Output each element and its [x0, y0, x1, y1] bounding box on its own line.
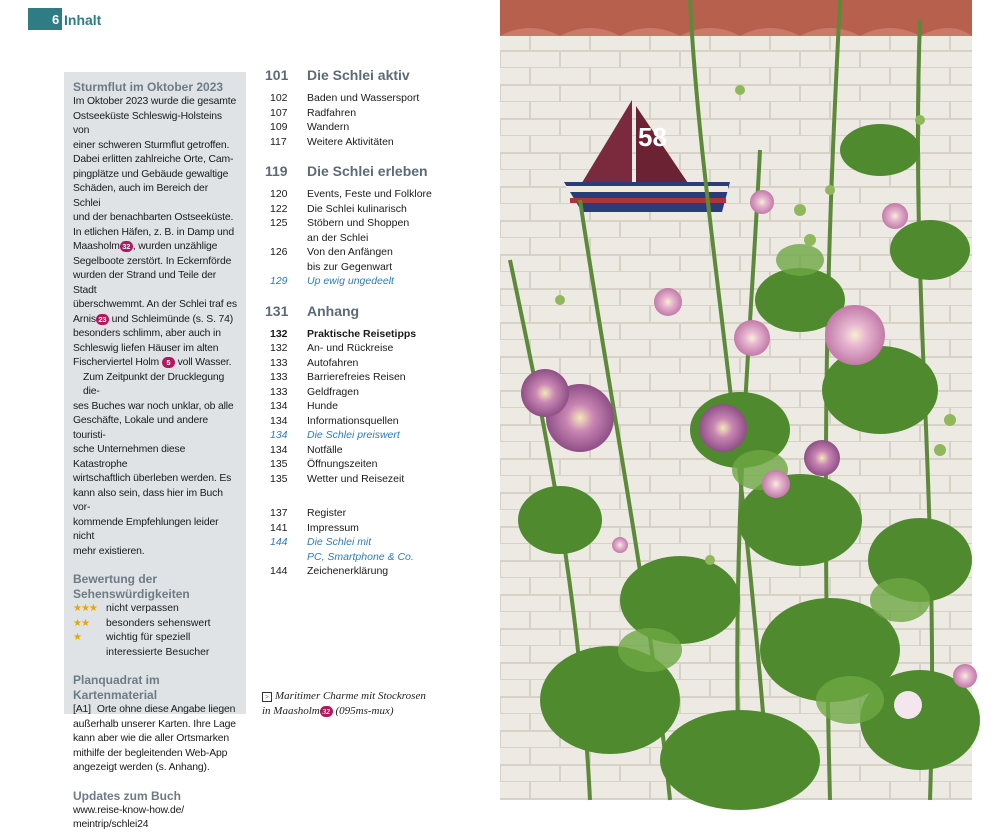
text-line: Im Oktober 2023 wurde die gesamte: [73, 96, 237, 107]
toc-entry[interactable]: [265, 202, 495, 217]
toc-text: Hunde: [307, 400, 338, 412]
toc-text: Stöbern und Shoppen: [307, 217, 410, 229]
toc-page: 132: [270, 342, 288, 354]
rating-row: [73, 646, 238, 661]
toc-page: 133: [270, 385, 288, 398]
toc-text: Barrierefreies Reisen: [307, 371, 406, 383]
toc-section-heading[interactable]: [265, 65, 495, 85]
rating-row: [73, 631, 238, 646]
toc-text: Öffnungszeiten: [307, 458, 378, 470]
toc-page: 125: [270, 217, 288, 229]
toc-text: Notfälle: [307, 443, 343, 456]
toc-page: 126: [270, 246, 288, 258]
rating-legend: [73, 602, 238, 660]
toc-page: 101: [265, 67, 289, 83]
text-line: besonders schlimm, aber auch in: [73, 328, 221, 339]
toc-page: [265, 550, 307, 565]
toc-page: 119: [265, 163, 288, 179]
toc-entry[interactable]: [265, 187, 495, 202]
text-line: In etlichen Häfen, z. B. in Damp und: [73, 226, 234, 238]
toc-entry[interactable]: [265, 341, 495, 356]
text-line: mithilfe der begleitenden Web-App: [73, 747, 228, 759]
text-line: Geschäfte, Lokale und andere touristi-: [73, 415, 209, 441]
toc-title: Die Schlei erleben: [307, 163, 428, 179]
toc-text: An- und Rückreise: [307, 342, 394, 354]
rating-row: [73, 602, 238, 617]
text-line: Schäden, auch im Bereich der Schlei: [73, 183, 208, 209]
toc-entry[interactable]: [265, 135, 495, 150]
rating-label: besonders sehenswert: [106, 617, 211, 629]
toc-page: 134: [270, 414, 288, 427]
text-fragment: Orte ohne diese Angabe liegen: [96, 704, 236, 715]
toc-page: 120: [270, 188, 288, 200]
toc-text: Informationsquellen: [307, 414, 399, 427]
toc-page: 135: [270, 458, 288, 470]
text-line: [73, 313, 238, 328]
url-line[interactable]: www.reise-know-how.de/: [73, 804, 185, 816]
toc-page: 133: [270, 371, 288, 383]
text-line: kommende Empfehlungen leider nicht: [73, 516, 219, 542]
rating-label: nicht verpassen: [106, 603, 179, 614]
toc-text: Radfahren: [307, 106, 357, 119]
toc-entry[interactable]: [265, 399, 495, 414]
rating-label: wichtig für speziell: [106, 632, 191, 643]
place-name: Arnis: [73, 313, 96, 325]
text-fragment: und Schleimünde (s. S. 74): [108, 313, 234, 325]
toc-text: Wandern: [307, 121, 350, 133]
text-line: ses Buches war noch unklar, ob alle: [73, 400, 234, 412]
text-fragment: voll Wasser.: [174, 357, 232, 368]
toc-text: Die Schlei kulinarisch: [307, 202, 407, 215]
page-number: 6: [52, 12, 60, 27]
toc-entry[interactable]: [265, 106, 495, 121]
toc-title: Anhang: [307, 302, 360, 319]
toc-page: 135: [270, 472, 288, 485]
toc-page: 132: [270, 327, 288, 340]
place-name: Maasholm: [73, 241, 120, 252]
text-line: Zum Zeitpunkt der Drucklegung die-: [83, 371, 225, 397]
text-line: überschwemmt. An der Schlei traf es: [73, 299, 237, 310]
toc-entry[interactable]: [265, 91, 495, 106]
toc-text: Events, Feste und Folklore: [307, 188, 432, 200]
location-marker-badge: 23: [96, 314, 109, 325]
caption-line: [262, 689, 498, 704]
toc-entry[interactable]: [265, 414, 495, 429]
star-icon: ★: [73, 632, 81, 643]
toc-entry[interactable]: [265, 356, 495, 371]
toc-text: an der Schlei: [307, 231, 369, 244]
toc-page: 102: [270, 92, 288, 104]
toc-page: 141: [270, 521, 288, 534]
star-placeholder: [73, 646, 106, 661]
toc-text: Die Schlei mit: [307, 536, 372, 548]
location-marker-badge: 32: [320, 706, 333, 717]
toc-section-heading[interactable]: [265, 301, 495, 321]
toc-page: 129: [270, 275, 288, 287]
hollyhock-photo: [500, 0, 972, 800]
text-line: [73, 703, 238, 718]
toc-text: Baden und Wassersport: [307, 92, 420, 104]
toc-page: 122: [270, 202, 288, 215]
text-line: außerhalb unserer Karten. Ihre Lage: [73, 718, 236, 730]
location-marker-badge: 32: [120, 241, 133, 252]
toc-entry[interactable]: [265, 327, 495, 342]
text-line: mehr existieren.: [73, 545, 145, 557]
toc-page: 133: [270, 356, 288, 369]
toc-page: 131: [265, 302, 289, 319]
heading-line: Sehenswürdigkeiten: [73, 587, 190, 601]
location-marker-badge: 5: [162, 357, 175, 368]
text-line: angezeigt werden (s. Anhang).: [73, 762, 210, 773]
toc-entry-web[interactable]: [265, 428, 495, 443]
url-line[interactable]: meintrip/schlei24: [73, 819, 149, 830]
rating-row: [73, 617, 238, 632]
toc-entry[interactable]: [265, 521, 495, 536]
text-line: [73, 356, 238, 371]
text-line: [73, 240, 238, 255]
toc-page: [265, 260, 307, 275]
toc-page: 134: [270, 400, 288, 412]
text-line: Dabei erlitten zahlreiche Orte, Cam-: [73, 154, 234, 165]
toc-entry[interactable]: [265, 370, 495, 385]
grid-square-label: [A1]: [73, 704, 91, 715]
toc-entry[interactable]: [265, 245, 495, 260]
info-sidebar: [64, 72, 246, 830]
toc-entry[interactable]: [265, 385, 495, 400]
caption-text: in Maasholm: [262, 705, 320, 717]
toc-entry[interactable]: [265, 216, 495, 231]
text-line: kann also sein, dass hier im Buch vor-: [73, 487, 223, 513]
rating-label: interessierte Besucher: [106, 646, 210, 658]
text-line: einer schweren Sturmflut getroffen.: [73, 139, 230, 151]
caption-line: [262, 704, 498, 719]
text-line: Schleswig liefen Häuser im alten: [73, 342, 219, 354]
toc-page: 134: [270, 429, 288, 441]
toc-entry[interactable]: [265, 472, 495, 487]
photo-caption-arrow-icon: >: [262, 692, 272, 702]
bewertung-heading: [73, 572, 238, 602]
star-icon: ★★: [73, 617, 89, 629]
toc-text: Praktische Reisetipps: [307, 327, 417, 340]
text-line: und der benachbarten Ostseeküste.: [73, 212, 234, 223]
toc-entry[interactable]: [265, 457, 495, 472]
toc-text: Geldfragen: [307, 385, 359, 398]
planquadrat-text: [73, 703, 238, 776]
text-line: wirtschaftlich überleben werden. Es: [73, 473, 232, 484]
text-line: kann aber wie die aller Ortsmarken: [73, 733, 230, 744]
toc-page: 109: [270, 121, 288, 133]
toc-text: Impressum: [307, 521, 359, 534]
caption-text: (095ms-mux): [332, 705, 394, 717]
toc-entry-web[interactable]: [265, 535, 495, 550]
toc-entry-web[interactable]: [265, 274, 495, 289]
text-line: sche Unternehmen diese Katastrophe: [73, 444, 186, 470]
toc-text: Register: [307, 507, 347, 519]
toc-entry-continued[interactable]: [265, 260, 495, 275]
toc-entry[interactable]: [265, 506, 495, 521]
toc-text: Von den Anfängen: [307, 246, 393, 258]
boat-number: 58: [638, 122, 667, 152]
toc-text: Wetter und Reisezeit: [307, 472, 405, 485]
toc-section-heading[interactable]: [265, 161, 495, 181]
sturmflut-text: [73, 95, 238, 559]
toc-entry[interactable]: [265, 564, 495, 579]
toc-page: 134: [270, 443, 288, 456]
toc-title: Die Schlei aktiv: [307, 67, 410, 83]
toc-text: bis zur Gegenwart: [307, 260, 393, 273]
toc-page: 137: [270, 507, 288, 519]
toc-text: Zeichenerklärung: [307, 565, 389, 577]
toc-page: 144: [270, 536, 288, 548]
updates-heading: Updates zum Buch: [73, 788, 182, 803]
toc-entry[interactable]: [265, 120, 495, 135]
updates-link[interactable]: [73, 804, 238, 833]
toc-page: 107: [270, 106, 288, 119]
toc-text: PC, Smartphone & Co.: [307, 550, 414, 563]
photo-illustration: [500, 0, 972, 800]
toc-entry-continued[interactable]: [265, 231, 495, 246]
toc-text: Autofahren: [307, 356, 359, 369]
toc-page: [265, 231, 307, 246]
text-line: Segelboote zerstört. In Eckernförde: [73, 255, 232, 267]
toc-text: Weitere Aktivitäten: [307, 135, 394, 148]
text-line: wurden der Strand und Teile der Stadt: [73, 270, 217, 296]
text-line: pingplätze und Gebäude gewaltige: [73, 168, 229, 180]
table-of-contents: [265, 65, 495, 579]
sturmflut-heading: Sturmflut im Oktober 2023: [73, 80, 224, 94]
heading-line: Bewertung der: [73, 572, 158, 586]
toc-text: Up ewig ungedeelt: [307, 275, 394, 287]
photo-caption: [262, 689, 498, 719]
text-fragment: , wurden unzählige: [132, 241, 218, 252]
caption-text: Maritimer Charme mit Stockrosen: [275, 690, 426, 702]
text-line: Ostseeküste Schleswig-Holsteins von: [73, 110, 222, 136]
page-title: Inhalt: [64, 12, 102, 28]
place-name: Fischerviertel Holm: [73, 357, 160, 368]
toc-text: Die Schlei preiswert: [307, 429, 400, 441]
planquadrat-heading: Planquadrat im Kartenmaterial: [73, 673, 160, 702]
toc-entry-continued[interactable]: [265, 550, 495, 565]
star-icon: ★★★: [73, 603, 97, 614]
toc-page: 144: [270, 565, 288, 577]
toc-page: 117: [270, 135, 287, 148]
toc-entry[interactable]: [265, 443, 495, 458]
